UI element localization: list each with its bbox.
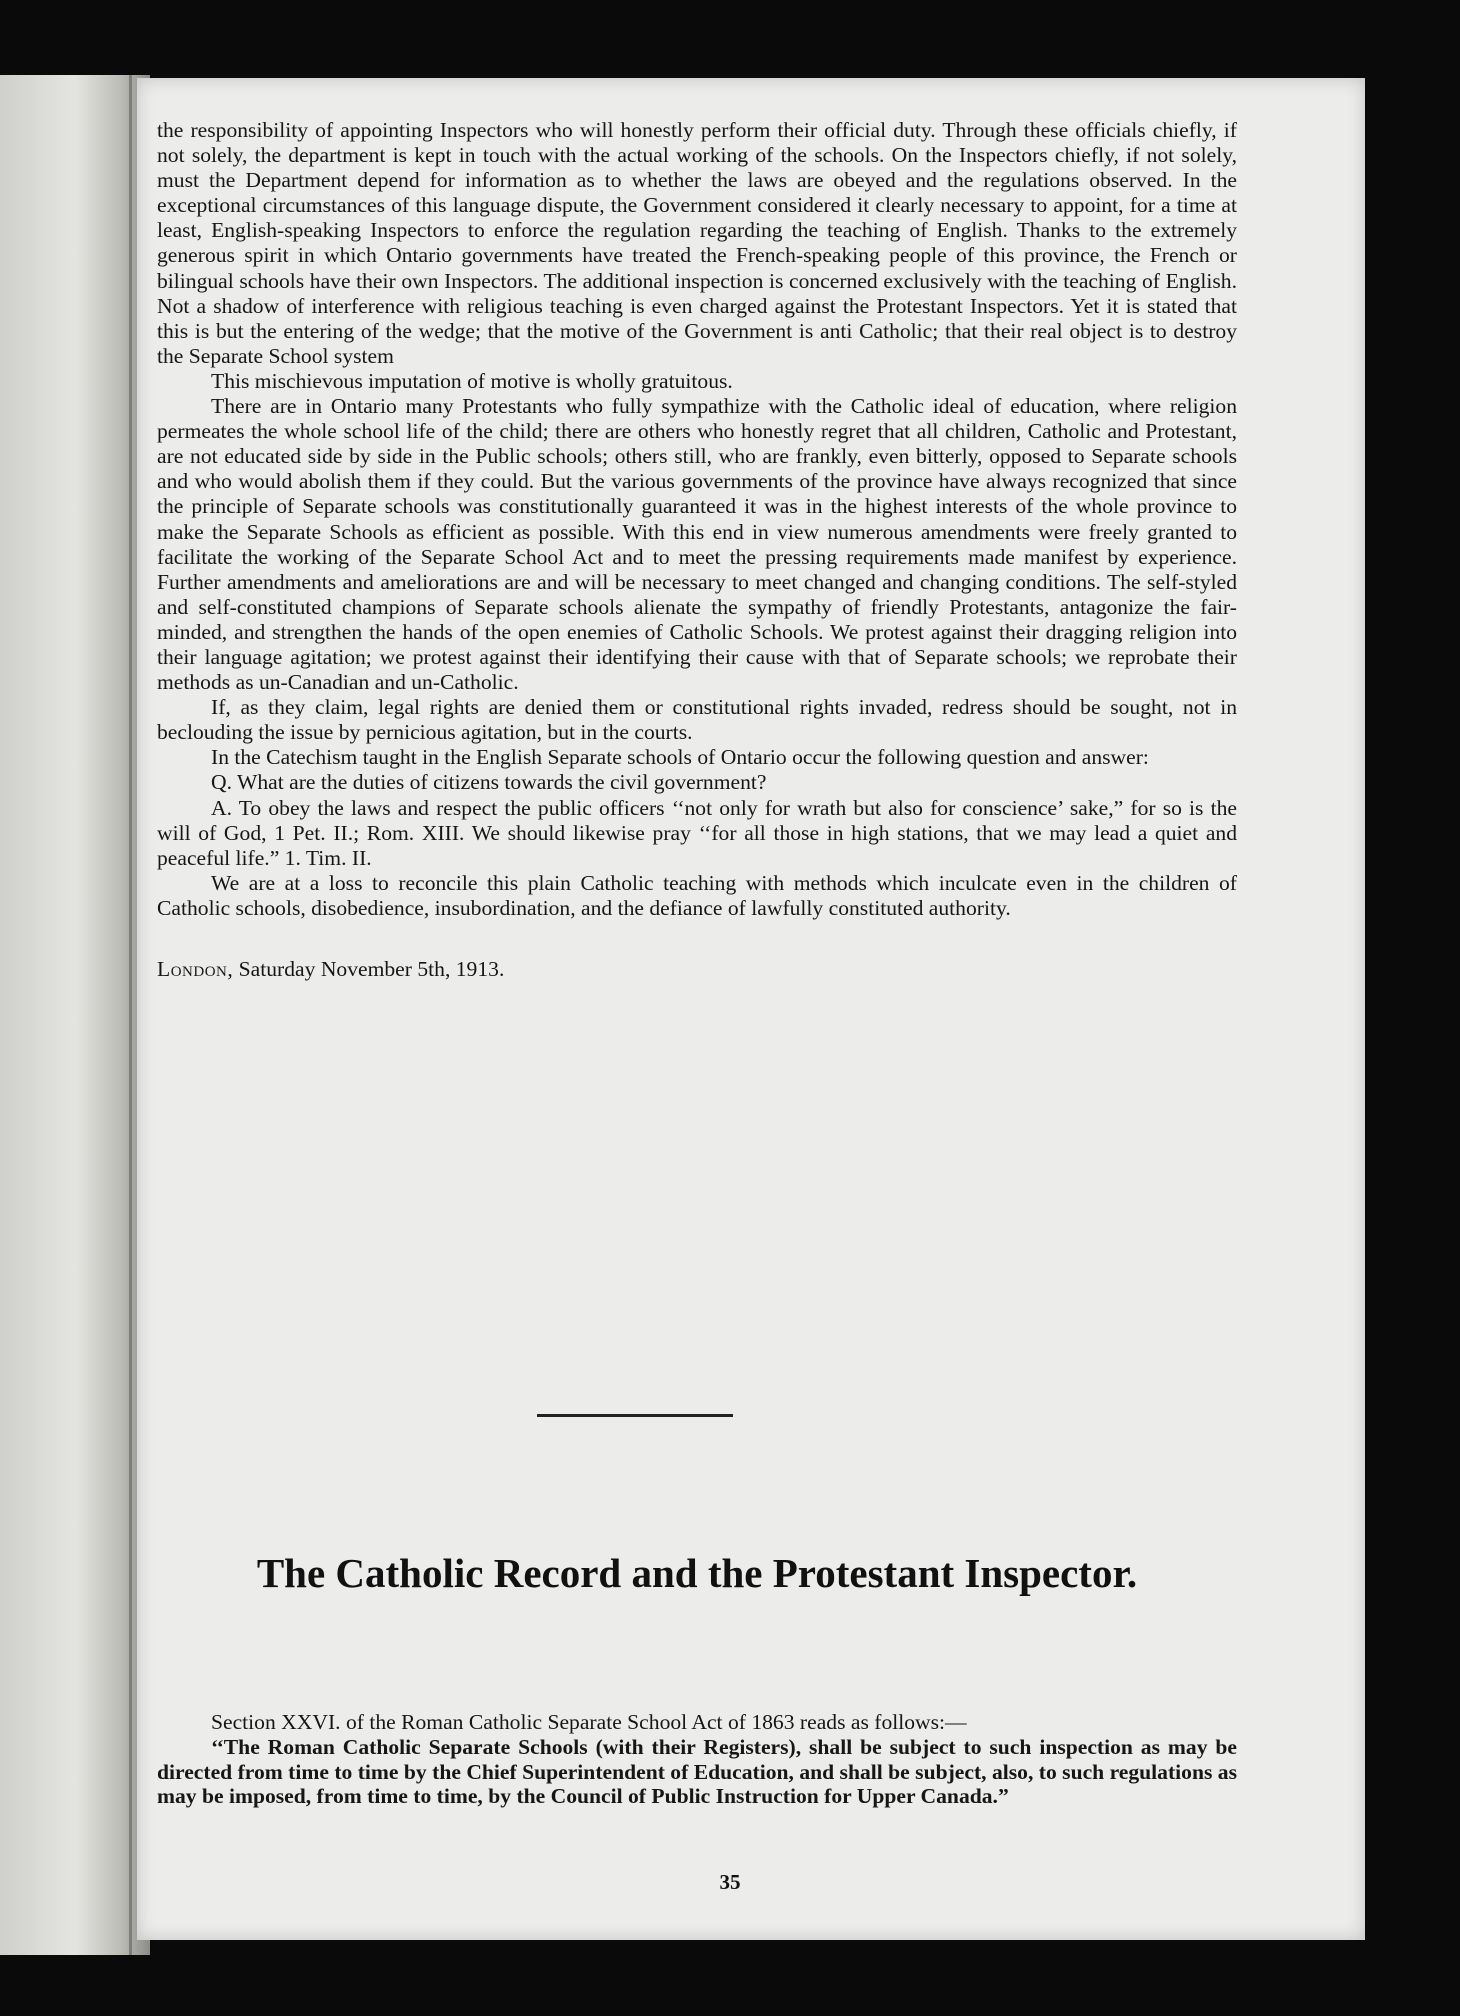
paragraph: We are at a loss to reconcile this plain Catholic teaching with methods which inculcate even in the children of Catholic schools, disobedience, insubordination, and the defiance of lawfully constituted authority. [157,870,1237,920]
dateline [157,957,1237,982]
paragraph: If, as they claim, legal rights are denied them or constitutional rights invaded, redress should be sought, not in beclouding the issue by pernicious agitation, but in the courts. [157,695,1237,745]
page-number: 35 [719,1870,741,1894]
section-heading: The Catholic Record and the Protestant Inspector. [256,1550,1138,1596]
dateline-date: Saturday November 5th, 1913. [233,957,505,981]
catechism-answer: A. To obey the laws and respect the public officers ‘‘not only for wrath but also for conscience’ sake,” for so is the will of God, 1 Pet. II.; Rom. XIII. We should likewise pray ‘‘for all those in high stations, that we may lead a quiet and peaceful life.” 1. Tim. II. [157,795,1237,870]
body-text [157,118,1237,982]
paragraph: In the Catechism taught in the English Separate schools of Ontario occur the following question and answer: [211,745,1149,770]
catechism-question: Q. What are the duties of citizens towards the civil government? [211,770,767,795]
section-body [157,1710,1237,1809]
dateline-place: London, [157,957,234,981]
paragraph: the responsibility of appointing Inspectors who will honestly perform their official duty. Through these officials chiefly, if not solely, the department is kept in touch with the actual working of the schools. On the Inspectors chiefly, if not solely, must the Department depend for information as to whether the laws are obeyed and the regulations observed. In the exceptional circumstances of this language dispute, the Government considered it clearly necessary to appoint, for a time at least, English-speaking Inspectors to enforce the regulation regarding the teaching of English. Thanks to the extremely generous spirit in which Ontario governments have treated the French-speaking people of this province, the French or bilingual schools have their own Inspectors. The additional inspection is concerned exclusively with the teaching of English. Not a shadow of interference with religious teaching is even charged against the Protestant Inspectors. Yet it is stated that this is but the entering of the wedge; that the motive of the Government is anti Catholic; that their real object is to destroy the Separate School system [157,118,1237,368]
statute-quote: ‘‘The Roman Catholic Separate Schools (with their Registers), shall be subject to such inspection as may be directed from time to time by the Chief Superintendent of Education, and shall be subject, also, to such regulations as may be imposed, from time to time, by the Council of Public Instruction for Upper Canada.” [157,1734,1237,1809]
paragraph: There are in Ontario many Protestants who fully sympathize with the Catholic ideal of education, where religion permeates the whole school life of the child; there are others who honestly regret that all children, Catholic and Protestant, are not educated side by side in the Public schools; others still, who are frankly, even bitterly, opposed to Separate schools and who would abolish them if they could. But the various governments of the province have always recognized that since the principle of Separate schools was constitutionally guaranteed it was in the highest interests of the whole province to make the Separate Schools as efficient as possible. With this end in view numerous amendments were freely granted to facilitate the working of the Separate School Act and to meet the pressing requirements made manifest by experience. Further amendments and ameliorations are and will be necessary to meet changed and changing conditions. The self-styled and self-constituted champions of Separate schools alienate the sympathy of friendly Protestants, antagonize the fair-minded, and strengthen the hands of the open enemies of Catholic Schools. We protest against their dragging religion into their language agitation; we protest against their identifying their cause with that of Separate schools; we reprobate their methods as un-Canadian and un-Catholic. [157,394,1237,695]
section-divider [537,1414,733,1417]
previous-page-edge [0,75,150,1955]
paragraph: This mischievous imputation of motive is wholly gratuitous. [211,368,733,393]
paragraph: Section XXVI. of the Roman Catholic Separate School Act of 1863 reads as follows:— [211,1710,967,1734]
